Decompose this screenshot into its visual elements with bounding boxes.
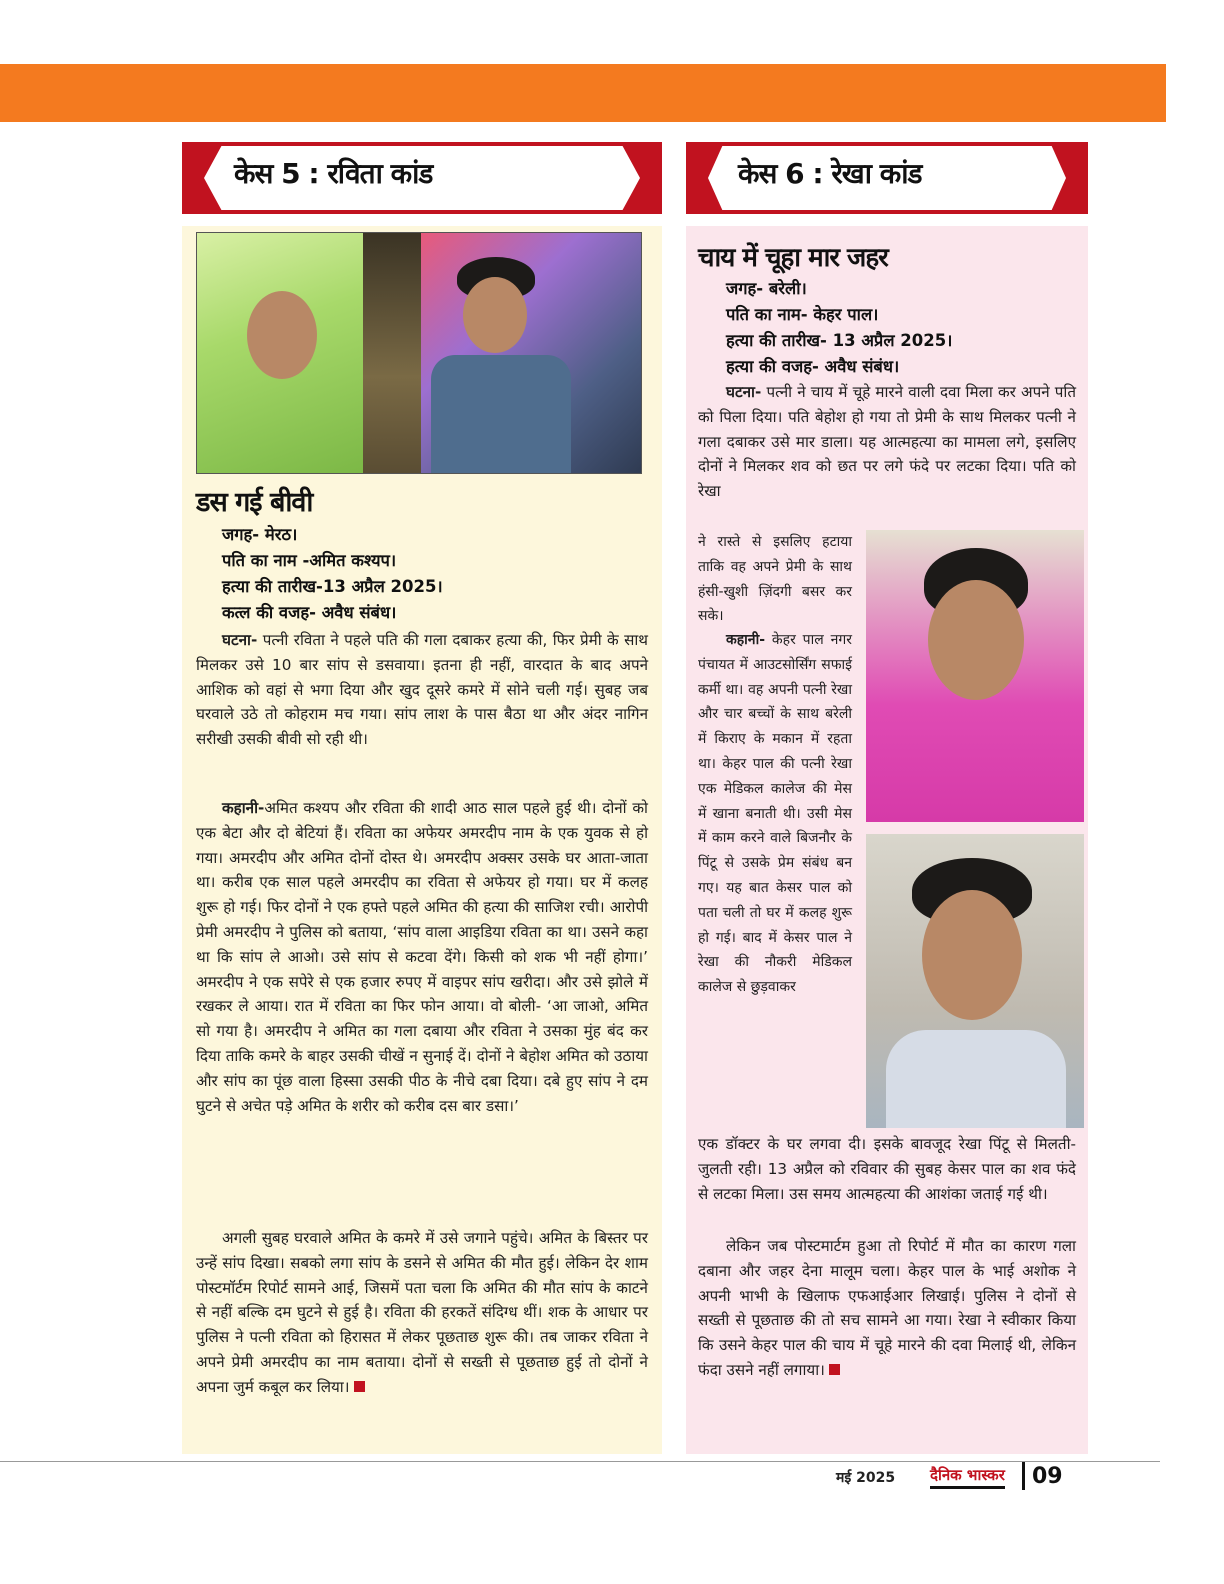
wife-face [247,291,317,379]
case5-column [182,226,662,1454]
case5-kahani-paragraph [196,796,648,1118]
case6-banner-title: केस 6 : रेखा कांड [738,157,922,190]
case5-final-paragraph [196,1226,648,1400]
case5-photo [196,232,642,474]
lover-photo-bg [866,834,1084,1128]
case5-headline: डस गई बीवी [196,487,313,518]
case6-ghatna-text: पत्नी ने चाय में चूहे मारने वाली दवा मिला कर अपने पति को पिला दिया। पति बेहोश हो गया तो प्रेमी के साथ मिलकर पत्नी ने गला दबाकर उसे मार डाला। यह आत्महत्या का मामला लगे, इसलिए दोनों ने मिलकर शव को छत पर लगे फंदे पर लटका दिया। पति को रेखा [698,383,1076,501]
top-orange-bar [0,64,1166,122]
husband-tshirt [431,355,571,473]
case6-kahani-label: कहानी- [726,632,766,648]
case5-ghatna-text: पत्नी रविता ने पहले पति की गला दबाकर हत्या की, फिर प्रेमी के साथ मिलकर उसे 10 बार सांप से डसवाया। इतना ही नहीं, वारदात के बाद अपने आशिक को वहां से भगा दिया और खुद दूसरे कमरे में सोने चली गई। सुबह जब घरवाले उठे तो कोहराम मच गया। सांप लाश के पास बैठा था और अंदर नागिन सरीखी उसकी बीवी सो रही थी। [196,631,648,749]
case6-narrow-text: ने रास्ते से इसलिए हटाया ताकि वह अपने प्रेमी के साथ हंसी-खुशी ज़िंदगी बसर कर सके। [698,534,852,625]
case5-photo-police [363,233,421,473]
case6-narrow-paragraph [698,530,852,629]
case5-fact-place: जगह- मेरठ। [222,525,298,544]
case5-fact-husband: पति का नाम -अमित कश्यप। [222,551,397,570]
footer-separator [1022,1462,1025,1490]
footer-brand: दैनिक भास्कर [930,1465,1005,1489]
case6-final-text: लेकिन जब पोस्टमार्टम हुआ तो रिपोर्ट में मौत का कारण गला दबाना और जहर देना मालूम चला। केहर पाल के भाई अशोक ने अपनी भाभी के खिलाफ एफआईआर लिखाई। पुलिस ने दोनों से सख्ती से पूछताछ की तो सच सामने आ गया। रेखा ने स्वीकार किया कि उसने केहर पाल की चाय में चूहे मारने की दवा मिलाई थी, लेकिन फंदा उसने नहीं लगाया। [698,1237,1076,1379]
end-mark-icon [829,1364,840,1375]
case6-photo-lover [866,834,1084,1128]
case6-photo-wife [866,530,1084,822]
case5-fact-reason: कत्ल की वजह- अवैध संबंध। [222,603,397,622]
end-mark-icon [354,1381,365,1392]
case6-fact-date: हत्या की तारीख- 13 अप्रैल 2025। [726,331,953,350]
footer-rule [0,1461,1160,1462]
husband-face [463,277,527,353]
page-number: 09 [1032,1464,1063,1489]
case6-column [686,226,1088,1454]
case5-photo-wife [197,233,363,473]
case5-ghatna-label: घटना- [222,631,258,649]
case5-kahani-text: अमित कश्यप और रविता की शादी आठ साल पहले हुई थी। दोनों को एक बेटा और दो बेटियां हैं। रविता का अफेयर अमरदीप नाम के एक युवक से हो गया। अमरदीप और अमित दोनों दोस्त थे। अमरदीप अक्सर उसके घर आता-जाता था। करीब एक साल पहले अमरदीप का रविता से अफेयर हो गया। घर में कलह शुरू हो गई। फिर दोनों ने एक हफ्ते पहले अमित की हत्या की साजिश रची। आरोपी प्रेमी अमरदीप ने पुलिस को बताया, ‘सांप वाला आइडिया रविता का था। उसने कहा था कि सांप ले आओ। उसे सांप से कटवा देंगे। किसी को शक भी नहीं होगा।’ अमरदीप ने एक सपेरे से एक हजार रुपए में वाइपर सांप खरीदा। और उसे झोले में रखकर ले आया। रात में रविता का फिर फोन आया। वो बोली- ‘आ जाओ, अमित सो गया है। अमरदीप ने अमित का गला दबाया और रविता ने उसका मुंह बंद कर दिया ताकि कमरे के बाहर उसकी चीखें न सुनाई दें। दोनों ने बेहोश अमित को उठाया और सांप का पूंछ वाला हिस्सा उसकी पीठ के नीचे दबा दिया। दबे हुए सांप ने दम घुटने से अचेत पड़े अमित के शरीर को करीब दस बार डसा।’ [196,799,648,1115]
case6-fact-place: जगह- बरेली। [726,279,807,298]
case6-fact-reason: हत्या की वजह- अवैध संबंध। [726,357,900,376]
footer-date: मई 2025 [836,1470,896,1486]
case5-banner [182,142,662,214]
case5-banner-title: केस 5 : रविता कांड [234,157,433,190]
case6-ghatna-label: घटना- [726,383,762,401]
case6-wide-paragraph [698,1132,1076,1206]
case6-ghatna-paragraph [698,380,1076,504]
wife-face [928,580,1024,700]
case5-fact-date: हत्या की तारीख-13 अप्रैल 2025। [222,577,443,596]
case6-headline: चाय में चूहा मार जहर [698,243,888,273]
case6-kahani-text: केहर पाल नगर पंचायत में आउटसोर्सिंग सफाई कर्मी था। वह अपनी पत्नी रेखा और चार बच्चों के साथ बरेली में किराए के मकान में रहता था। केहर पाल की पत्नी रेखा एक मेडिकल कालेज की मेस में खाना बनाती थी। उसी मेस में काम करने वाले बिजनौर के पिंटू से उसके प्रेम संबंध बन गए। यह बात केसर पाल को पता चली तो घर में कलह शुरू हो गई। बाद में केसर पाल ने रेखा की नौकरी मेडिकल कालेज से छुड़वाकर [698,632,852,996]
case5-final-text: अगली सुबह घरवाले अमित के कमरे में उसे जगाने पहुंचे। अमित के बिस्तर पर उन्हें सांप दिखा। सबको लगा सांप के डसने से अमित की मौत हुई। लेकिन देर शाम पोस्टमॉर्टम रिपोर्ट सामने आई, जिसमें पता चला कि अमित की मौत सांप के काटने से नहीं बल्कि दम घुटने से हुई है। रविता की हरकतें संदिग्ध थीं। शक के आधार पर पुलिस ने पत्नी रविता को हिरासत में लेकर पूछताछ शुरू की। तब जाकर रविता ने अपने प्रेमी अमरदीप का नाम बताया। दोनों से सख्ती से पूछताछ हुई तो दोनों ने अपना जुर्म कबूल कर लिया। [196,1229,648,1396]
case6-banner [686,142,1088,214]
wife-photo-bg [866,530,1084,822]
case5-photo-husband [421,233,641,473]
lover-face [922,890,1022,1020]
case6-fact-husband: पति का नाम- केहर पाल। [726,305,879,324]
case6-wide-text: एक डॉक्टर के घर लगवा दी। इसके बावजूद रेखा पिंटू से मिलती-जुलती रही। 13 अप्रैल को रविवार की सुबह केसर पाल का शव फंदे से लटका मिला। उस समय आत्महत्या की आशंका जताई गई थी। [698,1135,1076,1203]
case5-ghatna-paragraph [196,628,648,752]
lover-shirt [886,1030,1066,1128]
case5-kahani-label: कहानी- [222,799,265,817]
case6-kahani-paragraph [698,628,852,1000]
case6-final-paragraph [698,1234,1076,1383]
